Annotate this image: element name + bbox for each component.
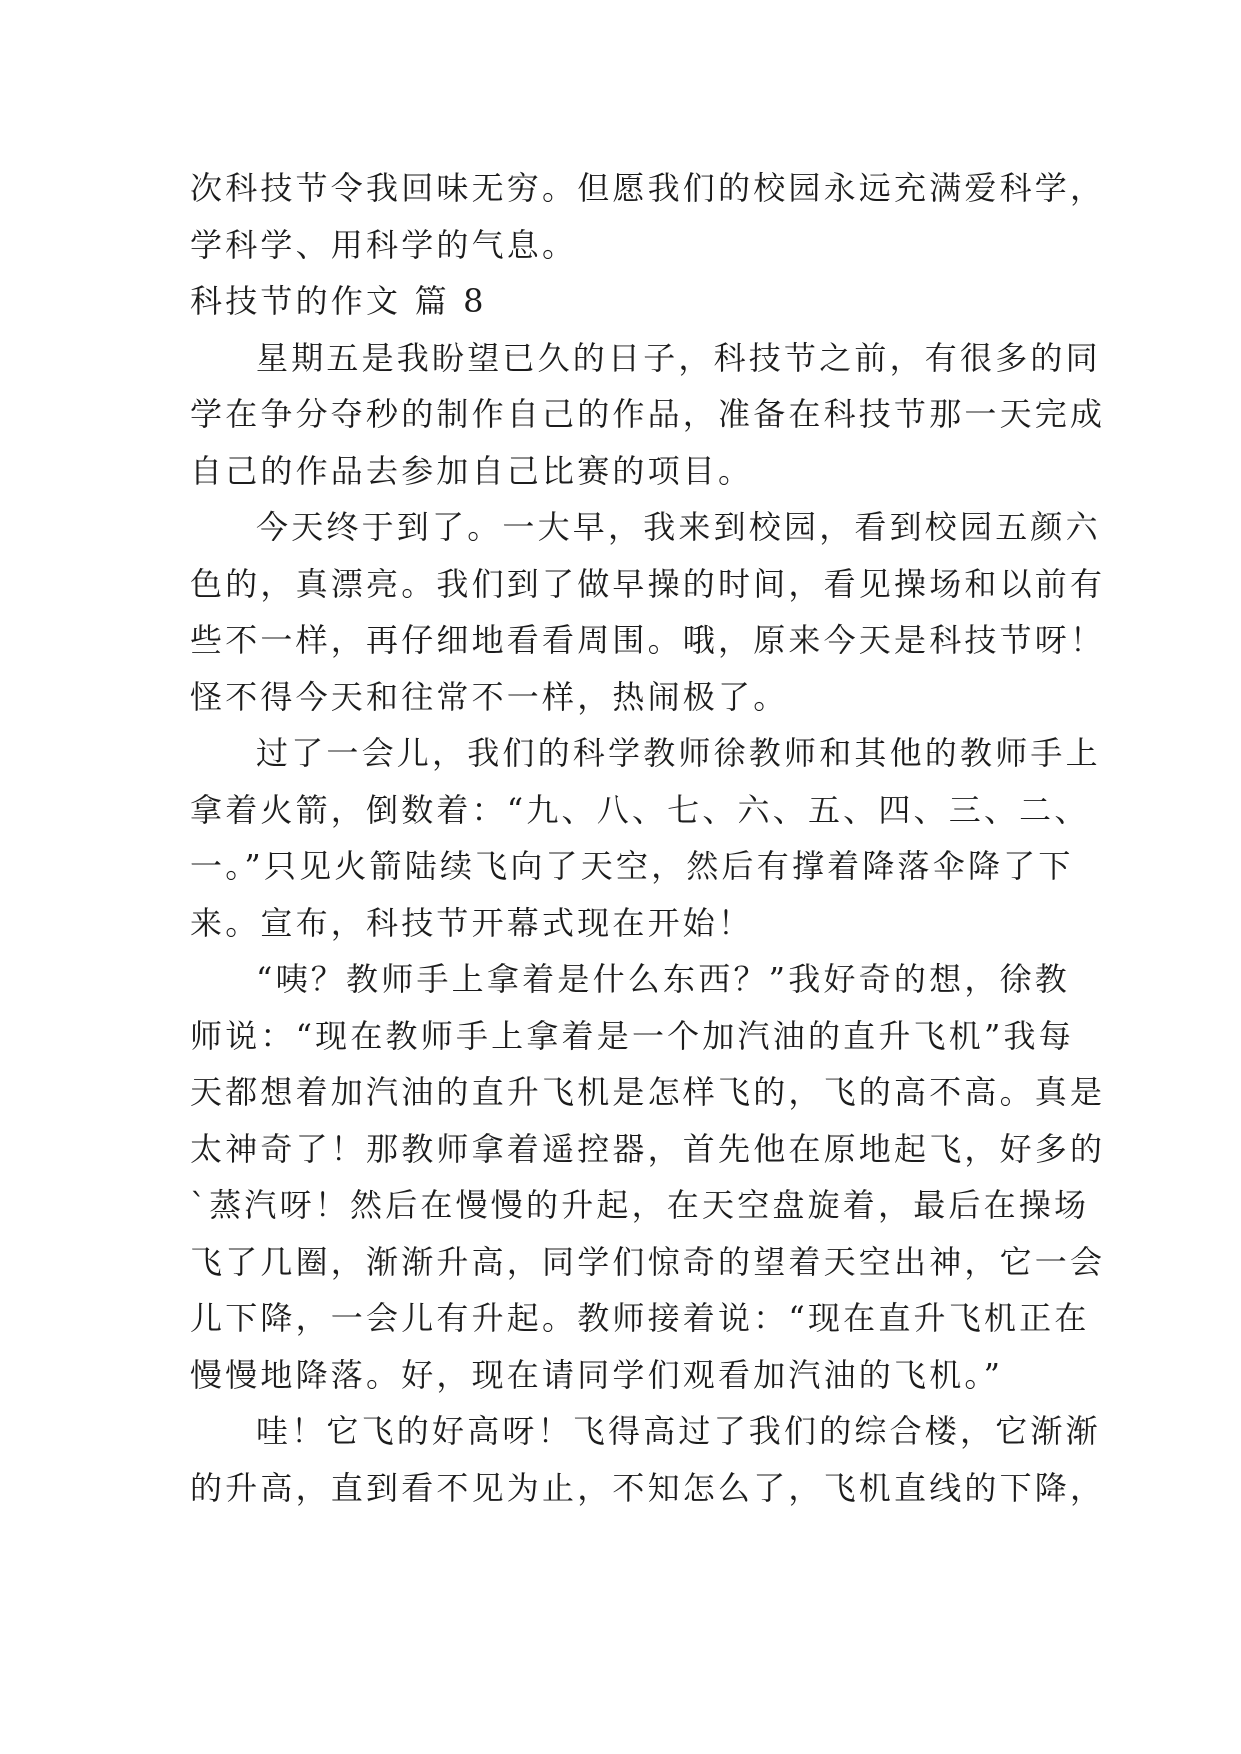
text-line: 来。宣布，科技节开幕式现在开始！ xyxy=(190,903,754,942)
text-line: 师说：“现在教师手上拿着是一个加汽油的直升飞机”我每 xyxy=(190,1016,1074,1055)
text-line: 色的，真漂亮。我们到了做早操的时间，看见操场和以前有 xyxy=(190,564,1106,603)
text-line: 星期五是我盼望已久的日子，科技节之前，有很多的同 xyxy=(256,338,1101,377)
text-line: 天都想着加汽油的直升飞机是怎样飞的，飞的高不高。真是 xyxy=(190,1073,1106,1111)
paragraph xyxy=(190,499,1106,725)
intro-paragraph xyxy=(190,160,1106,273)
text-line: 哇！它飞的好高呀！飞得高过了我们的综合楼，它渐渐 xyxy=(256,1412,1101,1450)
text-line: `蒸汽呀！然后在慢慢的升起，在天空盘旋着，最后在操场 xyxy=(190,1186,1090,1224)
text-line: 的升高，直到看不见为止，不知怎么了，飞机直线的下降， xyxy=(190,1468,1106,1507)
text-line: 学科学、用科学的气息。 xyxy=(190,225,578,264)
text-line: 拿着火箭，倒数着：“九、八、七、六、五、四、三、二、 xyxy=(190,790,1090,829)
text-line: 自己的作品去参加自己比赛的项目。 xyxy=(190,451,754,490)
text-line: 儿下降，一会儿有升起。教师接着说：“现在直升飞机正在 xyxy=(190,1299,1090,1337)
section-heading: 科技节的作文 篇 8 xyxy=(190,282,487,320)
text-line: 慢慢地降落。好，现在请同学们观看加汽油的飞机。” xyxy=(190,1355,1004,1394)
text-line: 些不一样，再仔细地看看周围。哦，原来今天是科技节呀！ xyxy=(190,621,1106,659)
text-line: 怪不得今天和往常不一样，热闹极了。 xyxy=(190,677,789,716)
text-line: 今天终于到了。一大早，我来到校园，看到校园五颜六 xyxy=(256,508,1101,546)
text-line: 太神奇了！那教师拿着遥控器，首先他在原地起飞，好多的 xyxy=(190,1129,1106,1168)
paragraph xyxy=(190,330,1106,500)
text-line: 次科技节令我回味无穷。但愿我们的校园永远充满爱科学， xyxy=(190,169,1106,207)
paragraph xyxy=(190,1403,1106,1516)
text-line: 一。”只见火箭陆续飞向了天空，然后有撑着降落伞降了下 xyxy=(190,847,1074,885)
text-line: 学在争分夺秒的制作自己的作品，准备在科技节那一天完成 xyxy=(190,395,1106,433)
text-line: 过了一会儿，我们的科学教师徐教师和其他的教师手上 xyxy=(256,734,1101,772)
paragraph xyxy=(190,725,1101,951)
text-line: “咦？教师手上拿着是什么东西？”我好奇的想，徐教 xyxy=(256,960,1070,998)
paragraph xyxy=(190,951,1106,1403)
text-line: 飞了几圈，渐渐升高，同学们惊奇的望着天空出神，它一会 xyxy=(190,1242,1106,1281)
document-body xyxy=(190,160,1106,1516)
